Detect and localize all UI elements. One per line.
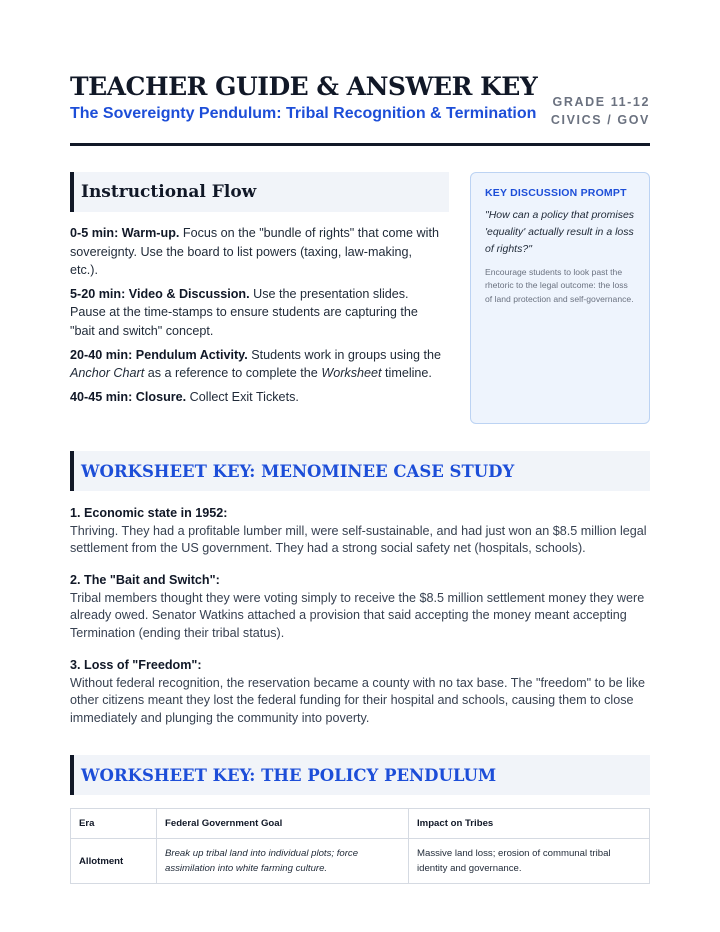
anchor-chart-ref: Anchor Chart — [70, 366, 145, 381]
column-header-impact: Impact on Tribes — [409, 809, 650, 839]
answer-item — [70, 572, 650, 642]
grade-badge — [551, 93, 650, 129]
subject-label: CIVICS / GOV — [550, 113, 650, 127]
grade-level: GRADE 11-12 — [552, 95, 650, 109]
answer-question: 3. Loss of "Freedom": — [70, 658, 202, 672]
table-row — [71, 839, 650, 884]
answer-text: Without federal recognition, the reservation became a county with no tax base. The "freedom" to be like other citizens meant they lost the federal funding for their hospital and schools, causing them to close immediately and plunging the community into poverty. — [70, 675, 646, 725]
policy-pendulum-heading: WORKSHEET KEY: THE POLICY PENDULUM — [70, 755, 650, 795]
answer-question: 2. The "Bait and Switch": — [70, 573, 220, 587]
flow-item-text: Students work in groups using the — [247, 347, 441, 362]
flow-item-text: as a reference to complete the — [144, 366, 322, 381]
table-header-row — [71, 809, 650, 839]
flow-item — [70, 285, 442, 341]
flow-item — [70, 346, 442, 383]
answer-item — [70, 657, 650, 727]
flow-item-text: Collect Exit Tickets. — [186, 389, 299, 404]
flow-item-label: 40-45 min: Closure. — [70, 389, 187, 404]
column-header-goal: Federal Government Goal — [157, 809, 409, 839]
page-header — [70, 72, 650, 146]
discussion-prompt-box — [470, 172, 650, 424]
flow-item — [70, 388, 442, 407]
cell-goal: Break up tribal land into individual plots; force assimilation into white farming culture. — [157, 839, 409, 884]
flow-item-text: timeline. — [381, 366, 432, 381]
policy-pendulum-table — [70, 808, 650, 884]
discussion-prompt-note: Encourage students to look past the rhetoric to the legal outcome: the loss of land protection and self-governance. — [485, 267, 634, 304]
flow-item-label: 20-40 min: Pendulum Activity. — [70, 347, 248, 362]
answer-text: Tribal members thought they were voting simply to receive the $8.5 million settlement money they were already owed. Senator Watkins attached a provision that said accepting the money meant accepting Termination (ending their tribal status). — [70, 590, 645, 640]
column-header-era: Era — [71, 809, 157, 839]
flow-item-text: Use the presentation slides. Pause at the time-stamps to ensure students are capturing the "bait and switch" concept. — [70, 286, 418, 338]
answer-question: 1. Economic state in 1952: — [70, 506, 228, 520]
flow-item-label: 0-5 min: Warm-up. — [70, 226, 180, 240]
flow-item-label: 5-20 min: Video & Discussion. — [70, 286, 250, 301]
discussion-prompt-quote: "How can a policy that promises 'equality' actually result in a loss of rights?" — [485, 209, 635, 255]
cell-era: Allotment — [71, 839, 157, 884]
worksheet-ref: Worksheet — [321, 366, 382, 381]
answer-text: Thriving. They had a profitable lumber mill, were self-sustainable, and had just won an $8.5 million legal settlement from the US government. They had a strong social safety net (hospitals, schools). — [70, 523, 647, 556]
discussion-prompt-title: KEY DISCUSSION PROMPT — [485, 187, 627, 199]
answer-item — [70, 505, 650, 558]
page-subtitle: The Sovereignty Pendulum: Tribal Recognition & Termination — [70, 105, 537, 122]
flow-item — [70, 224, 442, 280]
instructional-flow-heading: Instructional Flow — [70, 172, 449, 212]
cell-impact: Massive land loss; erosion of communal tribal identity and governance. — [409, 839, 650, 884]
flow-item-text: Focus on the "bundle of rights" that come with sovereignty. Use the board to list powers (taxing, law-making, etc.). — [70, 226, 439, 278]
menominee-key-heading: WORKSHEET KEY: MENOMINEE CASE STUDY — [70, 451, 650, 491]
instructional-flow-list — [70, 224, 442, 411]
page-title: TEACHER GUIDE & ANSWER KEY — [70, 72, 538, 101]
